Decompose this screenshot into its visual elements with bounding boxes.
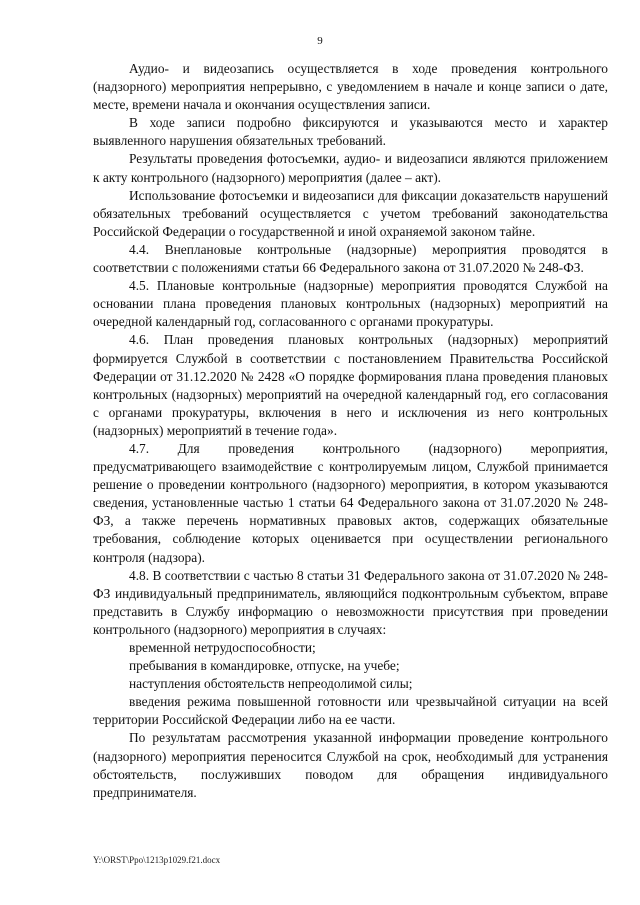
- page-number: 9: [317, 35, 323, 47]
- paragraph-recording-details: В ходе записи подробно фиксируются и указываются место и характер выявленного нарушения обязательных требований.: [93, 115, 608, 149]
- footer-file-path: Y:\ORST\Ppo\1213p1029.f21.docx: [93, 855, 221, 865]
- paragraph-recording-results: Результаты проведения фотосъемки, аудио- и видеозаписи являются приложением к акту контрольного (надзорного) мероприятия (далее – акт).: [93, 151, 608, 185]
- list-item-disability: временной нетрудоспособности;: [129, 640, 316, 655]
- paragraph-4-5: 4.5. Плановые контрольные (надзорные) мероприятия проводятся Службой на основании плана проведения плановых контрольных (надзорных) мероприятий на очередной календарный год, согласованного с органами прокуратуры.: [93, 278, 608, 330]
- paragraph-4-7: 4.7. Для проведения контрольного (надзорного) мероприятия, предусматривающего взаимодействие с контролируемым лицом, Службой принимается решение о проведении контрольного (надзорного) мероприятия, в котором указываются сведения, установленные частью 1 статьи 64 Федерального закона от 31.07.2020 № 248-ФЗ, а также перечень нормативных правовых актов, содержащих обязательные требования, соблюдение которых оценивается при осуществлении регионального контроля (надзора).: [93, 440, 608, 565]
- paragraph-audio-video-recording: Аудио- и видеозапись осуществляется в ходе проведения контрольного (надзорного) мероприятия непрерывно, с уведомлением в начале и конце записи о дате, месте, времени начала и окончания осуществления записи.: [93, 61, 608, 113]
- list-item-business-trip: пребывания в командировке, отпуске, на учебе;: [129, 658, 400, 674]
- list-item-emergency-regime: введения режима повышенной готовности или чрезвычайной ситуации на всей территории Российской Федерации либо на ее части.: [93, 694, 608, 728]
- paragraph-4-8: 4.8. В соответствии с частью 8 статьи 31 Федерального закона от 31.07.2020 № 248-ФЗ индивидуальный предприниматель, являющийся подконтрольным субъектом, вправе представить в Службу информацию о невозможности присутствия при проведении контрольного (надзорного) мероприятия в случаях:: [93, 567, 608, 637]
- paragraph-4-6: 4.6. План проведения плановых контрольных (надзорных) мероприятий формируется Службой в соответствии с постановлением Правительства Российской Федерации от 31.12.2020 № 2428 «О порядке формирования плана проведения плановых контрольных (надзорных) мероприятий на очередной календарный год, его согласования с органами прокуратуры, включения в него и исключения из него контрольных (надзорных) мероприятий в течение года».: [93, 332, 608, 438]
- document-body: [93, 60, 608, 802]
- paragraph-postponement: По результатам рассмотрения указанной информации проведение контрольного (надзорного) мероприятия переносится Службой на срок, необходимый для устранения обстоятельств, послуживших поводом для обращения индивидуального предпринимателя.: [93, 730, 608, 800]
- list-item-force-majeure: наступления обстоятельств непреодолимой силы;: [129, 676, 413, 692]
- paragraph-4-4: 4.4. Внеплановые контрольные (надзорные) мероприятия проводятся в соответствии с положениями статьи 66 Федерального закона от 31.07.2020 № 248-ФЗ.: [93, 241, 608, 276]
- paragraph-recording-secrecy: Использование фотосъемки и видеозаписи для фиксации доказательств нарушений обязательных требований осуществляется с учетом требований законодательства Российской Федерации о государственной и иной охраняемой законом тайне.: [93, 187, 608, 239]
